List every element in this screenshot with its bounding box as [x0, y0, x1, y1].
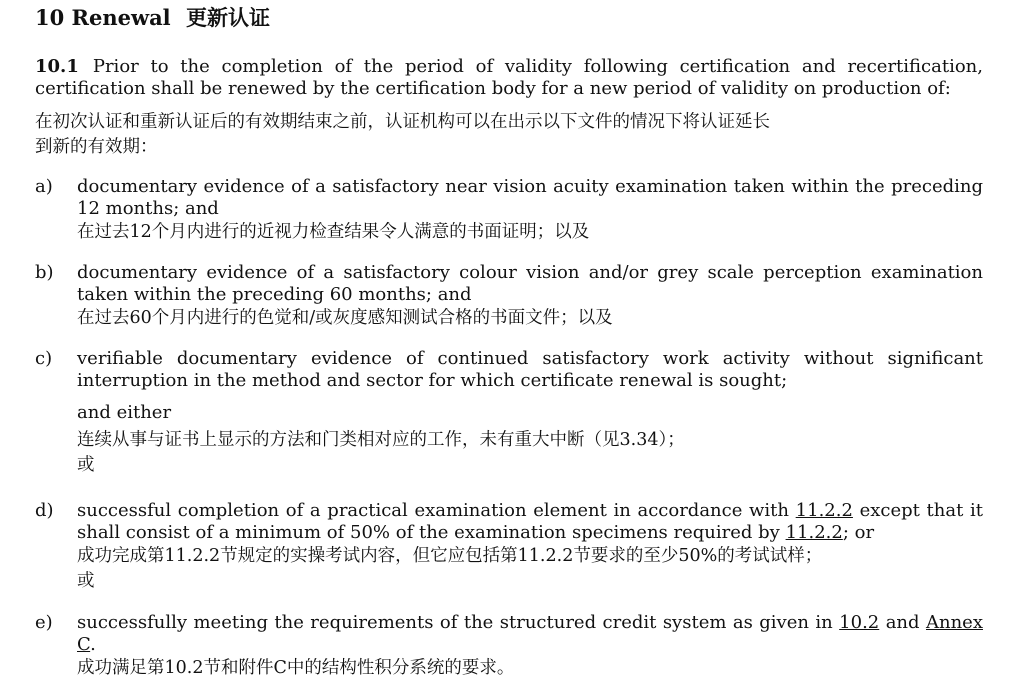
item-text-part: successful completion of a practical examination element in accordance with — [77, 500, 790, 521]
clause-body-en: Prior to the completion of the period of validity following certification and recertification, certification shall be renewed by the certification body for a new period of validity on production of: — [35, 56, 983, 99]
item-text-cn: 成功完成第11.2.2节规定的实操考试内容，但它应包括第11.2.2节要求的至少50%的考试试样； — [77, 546, 823, 566]
item-text-part: successfully meeting the requirements of the structured credit system as given in — [77, 612, 833, 633]
clause-text-cn-line2: 到新的有效期： — [35, 137, 158, 157]
item-text-en — [77, 500, 983, 544]
item-or-cn: 或 — [77, 455, 95, 475]
clause-text-cn-line1: 在初次认证和重新认证后的有效期结束之前，认证机构可以在出示以下文件的情况下将认证延长 — [35, 112, 770, 132]
reference-link-10-2[interactable]: 10.2 — [839, 612, 880, 633]
item-label: e) — [35, 612, 53, 633]
item-text-cn: 成功满足第10.2节和附件C中的结构性积分系统的要求。 — [77, 658, 515, 678]
item-text-en: verifiable documentary evidence of continued satisfactory work activity without significant interruption in the method and sector for which certificate renewal is sought; — [77, 348, 983, 391]
section-title-en: Renewal — [71, 5, 171, 30]
item-text-en — [77, 612, 983, 656]
reference-link-11-2-2-second[interactable]: 11.2.2 — [785, 522, 843, 543]
item-text-part: ; or — [842, 522, 875, 543]
item-either: and either — [77, 402, 172, 423]
clause-10-1 — [35, 56, 983, 160]
item-label: b) — [35, 262, 54, 283]
section-number: 10 — [35, 5, 65, 30]
item-text-cn: 连续从事与证书上显示的方法和门类相对应的工作，未有重大中断（见3.34）； — [77, 430, 685, 450]
item-text-cn: 在过去60个月内进行的色觉和/或灰度感知测试合格的书面文件；以及 — [77, 308, 613, 328]
clause-text-en — [35, 56, 983, 100]
item-or-cn: 或 — [77, 571, 95, 591]
section-title-cn: 更新认证 — [185, 5, 270, 30]
reference-link-11-2-2[interactable]: 11.2.2 — [795, 500, 853, 521]
item-label: c) — [35, 348, 53, 369]
item-label: a) — [35, 176, 53, 197]
clause-number: 10.1 — [35, 56, 79, 77]
item-label: d) — [35, 500, 54, 521]
reference-link-annex-c[interactable]: Annex C — [77, 612, 983, 655]
item-text-en: documentary evidence of a satisfactory near vision acuity examination taken within the preceding 12 months; and — [77, 176, 983, 219]
item-text-part: . — [90, 634, 96, 655]
item-text-part: except that it shall consist of a minimum of 50% of the examination specimens required by — [77, 500, 983, 543]
item-text-en: documentary evidence of a satisfactory colour vision and/or grey scale perception examination taken within the preceding 60 months; and — [77, 262, 983, 305]
item-text-cn: 在过去12个月内进行的近视力检查结果令人满意的书面证明；以及 — [77, 222, 590, 242]
section-heading — [35, 2, 270, 32]
item-text-part: and — [885, 612, 920, 633]
